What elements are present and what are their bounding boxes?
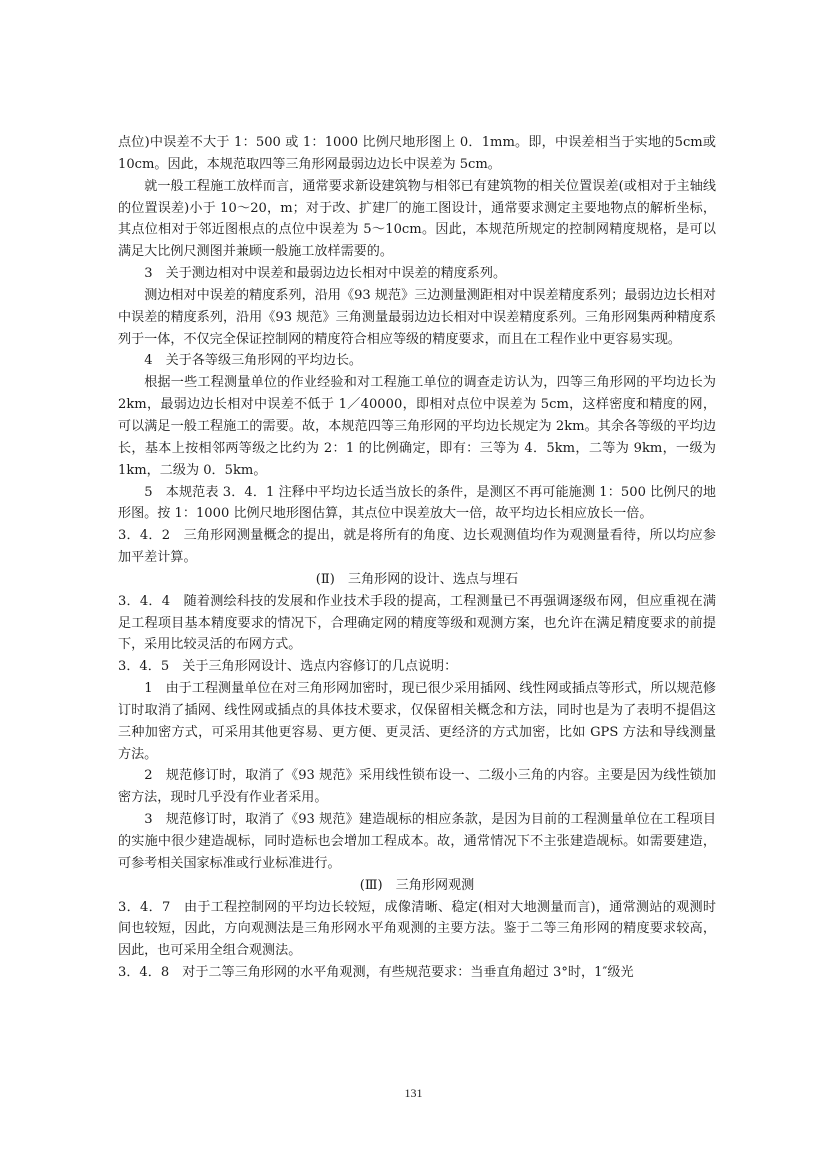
list-item: 3 关于测边相对中误差和最弱边边长相对中误差的精度系列。: [144, 266, 507, 282]
clause-3-4-4: 3．4．4 随着测绘科技的发展和作业技术手段的提高，工程测量已不再强调逐级布网，但应重视在满足工程项目基本精度要求的情况下，合理确定网的精度等级和观测方案，也允许在满足精度要求的前提下，采用比较灵活的布网方式。: [118, 593, 716, 653]
paragraph: 测边相对中误差的精度系列，沿用《93 规范》三边测量测距相对中误差精度系列；最弱边边长相对中误差的精度系列，沿用《93 规范》三角测量最弱边边长相对中误差精度系列。三角形网集两种精度系列于一体，不仅完全保证控制网的精度符合相应等级的精度要求，而且在工程作业中更容易实现。: [118, 287, 716, 347]
paragraph: 根据一些工程测量单位的作业经验和对工程施工单位的调查走访认为，四等三角形网的平均边长为 2km，最弱边边长相对中误差不低于 1／40000，即相对点位中误差为 5cm，这样密度和精度的网，可以满足一般工程施工的需要。故，本规范四等三角形网的平均边长规定为 2km。其余各等级的平均边长，基本上按相邻两等级之比约为 2：1 的比例确定，即有：三等为 4．5km，二等为 9km，一级为 1km，二级为 0．5km。: [118, 375, 716, 478]
clause-3-4-5: 3．4．5 关于三角形网设计、选点内容修订的几点说明：: [118, 659, 458, 675]
list-item: 4 关于各等级三角形网的平均边长。: [144, 353, 363, 369]
section-heading: (Ⅲ) 三角形网观测: [359, 877, 475, 893]
section-heading: (Ⅱ) 三角形网的设计、选点与埋石: [315, 571, 519, 587]
list-item: 5 本规范表 3．4．1 注释中平均边长适当放长的条件，是测区不再可能施测 1：500 比例尺的地形图。按 1：1000 比例尺地形图估算，其点位中误差放大一倍，故平均边长相应放长一倍。: [118, 484, 716, 522]
list-item: 2 规范修订时，取消了《93 规范》采用线性锁布设一、二级小三角的内容。主要是因为线性锁加密方法，现时几乎没有作业者采用。: [118, 768, 716, 806]
page-number: 131: [404, 1086, 423, 1100]
clause-3-4-2: 3．4．2 三角形网测量概念的提出，就是将所有的角度、边长观测值均作为观测量看待，所以均应参加平差计算。: [118, 528, 716, 566]
list-item: 1 由于工程测量单位在对三角形网加密时，现已很少采用插网、线性网或插点等形式，所以规范修订时取消了插网、线性网或插点的具体技术要求，仅保留相关概念和方法，同时也是为了表明不提倡这三种加密方式，可采用其他更容易、更方便、更灵活、更经济的方式加密，比如 GPS 方法和导线测量方法。: [118, 681, 716, 762]
clause-3-4-8: 3．4．8 对于二等三角形网的水平角观测，有些规范要求：当垂直角超过 3°时，1″级光: [118, 965, 634, 981]
document-body: [118, 132, 716, 984]
paragraph: 就一般工程施工放样而言，通常要求新设建筑物与相邻已有建筑物的相关位置误差(或相对于主轴线的位置误差)小于 10～20，m；对于改、扩建厂的施工图设计，通常要求测定主要地物点的解析坐标，其点位相对于邻近图根点的点位中误差为 5～10cm。因此，本规范所规定的控制网精度规格，是可以满足大比例尺测图并兼顾一般施工放样需要的。: [118, 178, 716, 260]
paragraph: 点位)中误差不大于 1：500 或 1：1000 比例尺地形图上 0．1mm。即，中误差相当于实地的5cm或10cm。因此，本规范取四等三角形网最弱边边长中误差为 5cm。: [118, 135, 716, 172]
clause-3-4-7: 3．4．7 由于工程控制网的平均边长较短，成像清晰、稳定(相对大地测量而言)，通常测站的观测时间也较短，因此，方向观测法是三角形网水平角观测的主要方法。鉴于二等三角形网的精度要求较高，因此，也可采用全组合观测法。: [118, 899, 716, 959]
list-item: 3 规范修订时，取消了《93 规范》建造觇标的相应条款，是因为目前的工程测量单位在工程项目的实施中很少建造觇标，同时造标也会增加工程成本。故，通常情况下不主张建造觇标。如需要建造，可参考相关国家标准或行业标准进行。: [118, 812, 716, 871]
